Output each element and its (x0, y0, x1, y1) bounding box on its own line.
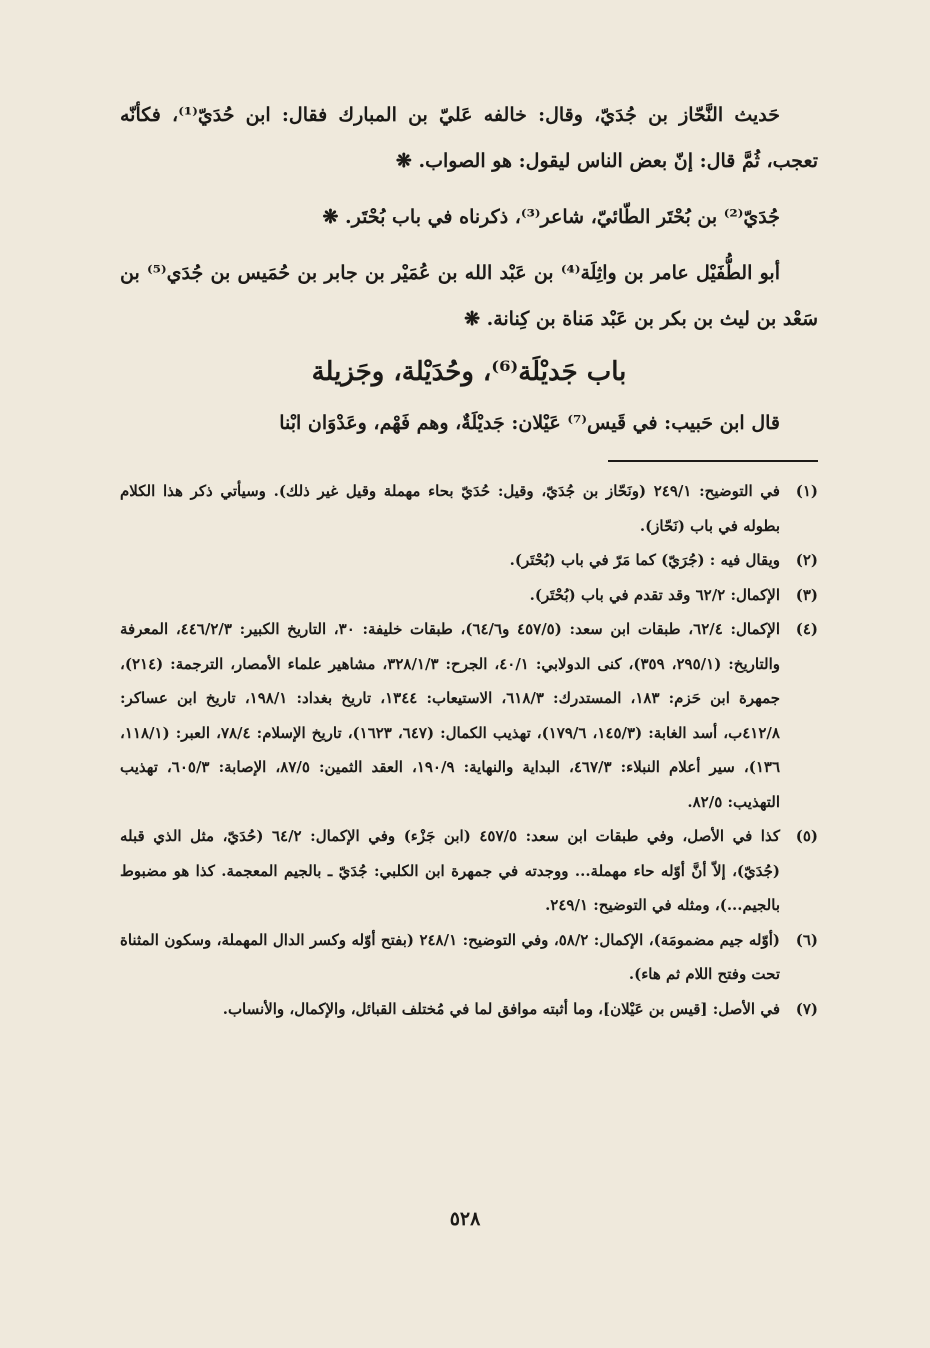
footnote-text: كذا في الأصل، وفي طبقات ابن سعد: ٤٥٧/٥ (ابن جَزْء) وفي الإكمال: ٦٤/٢ (حُدَيّ، مثل الذي قبله (جُدَيّ)، إلاّ أنَّ أوّله حاء مهملة... ووجدته في جمهرة ابن الكلبي: جُدَيّ ـ بالجيم المعجمة. كذا هو مضبوط بالجيم...)، ومثله في التوضيح: ٢٤٩/١. (120, 827, 780, 914)
footnotes (120, 474, 818, 1026)
footnote (120, 923, 818, 992)
footnote-number: (٣) (795, 585, 818, 604)
paragraph-ibn-habib: قال ابن حَبيب: في قَيس⁽⁷⁾ عَيْلان: جَديْلَةٌ، وهم فَهْم، وعَدْوَان ابْنا (279, 412, 780, 434)
footnote-number: (٧) (795, 999, 818, 1018)
footnote (120, 474, 818, 543)
footnote-number: (١) (795, 482, 818, 500)
footnote-number: (٦) (795, 930, 818, 949)
footnote-text: في الأصل: [قيس بن عَيْلان]، وما أثبته موافق لما في مُختلف القبائل، والإكمال، والأنساب. (222, 999, 780, 1018)
footnote-number: (٤) (795, 620, 818, 638)
footnote (120, 543, 818, 578)
paragraph-nahhaz: حَديث النَّحّاز بن جُدَيّ، وقال: خالفه عَليّ بن المبارك فقال: ابن حُدَيّ⁽¹⁾، فكأنّه تعجب، ثُمَّ قال: إنّ بعض الناس ليقول: هو الصواب. ❋ (120, 104, 818, 172)
footnote (120, 612, 818, 819)
footnote-number: (٥) (795, 827, 818, 845)
footnote (120, 819, 818, 923)
footnote-text: الإكمال: ٦٢/٢ وقد تقدم في باب (بُحْتَر). (529, 585, 780, 604)
footnote-text: الإكمال: ٦٢/٤، طبقات ابن سعد: (٤٥٧/٥ و٦٤/٦)، طبقات خليفة: ٣٠، التاريخ الكبير: ٤٤٦/٢/٣، المعرفة والتاريخ: (٢٩٥/١، ٣٥٩)، كنى الدولابي: ٤٠/١، الجرح: ٣٢٨/١/٣، مشاهير علماء الأمصار، الترجمة: (٢١٤)، جمهرة ابن حَزم: ١٨٣، المستدرك: ٦١٨/٣، الاستيعاب: ١٣٤٤، تاريخ بغداد: ١٩٨/١، تاريخ ابن عساكر: ٤١٢/٨ب، أسد الغابة: (١٤٥/٣، ١٧٩/٦)، تهذيب الكمال: (٦٤٧، ١٦٢٣)، تاريخ الإسلام: ٧٨/٤، العبر: (١١٨/١، ١٣٦)، سير أعلام النبلاء: ٤٦٧/٣، البداية والنهاية: ١٩٠/٩، العقد الثمين: ٨٧/٥، الإصابة: ٦٠٥/٣، تهذيب التهذيب: ٨٢/٥. (120, 620, 781, 811)
footnote (120, 578, 818, 613)
paragraph-abu-tufayl: أبو الطُّفَيْل عامر بن واثِلَة⁽⁴⁾ بن عَبْد الله بن عُمَيْر بن جابر بن حُمَيس بن جُدَي⁽⁵⁾ بن سَعْد بن ليث بن بكر بن عَبْد مَناة بن كِنانة. ❋ (120, 262, 818, 330)
main-text (120, 92, 818, 446)
footnote (120, 992, 818, 1027)
footnote-number: (٢) (795, 551, 818, 569)
footnote-text: في التوضيح: ٢٤٩/١ (ونَحّاز بن جُدَيّ، وقيل: حُدَيّ بحاء مهملة وقيل غير ذلك). وسيأتي ذكر هذا الكلام بطوله في باب (نَحّاز). (120, 482, 780, 535)
footnote-text: (أوّله جيم مضمومَة)، الإكمال: ٥٨/٢، وفي التوضيح: ٢٤٨/١ (بفتح أوّله وكسر الدال المهملة، وسكون المثناة تحت وفتح اللام ثم هاء). (120, 930, 781, 983)
footnote-separator (608, 460, 818, 462)
page-number: ٥٢٨ (449, 1208, 481, 1230)
footnote-text: ويقال فيه : (جُرَيّ) كما مَرّ في باب (بُحْتَر). (509, 551, 780, 569)
paragraph-judayy: جُدَيّ⁽²⁾ بن بُحْتَر الطّائيّ، شاعر⁽³⁾، ذكرناه في باب بُحْتَر. ❋ (322, 206, 780, 228)
section-heading: باب جَديْلَة⁽⁶⁾، وحُدَيْلة، وجَزيلة (311, 357, 627, 387)
